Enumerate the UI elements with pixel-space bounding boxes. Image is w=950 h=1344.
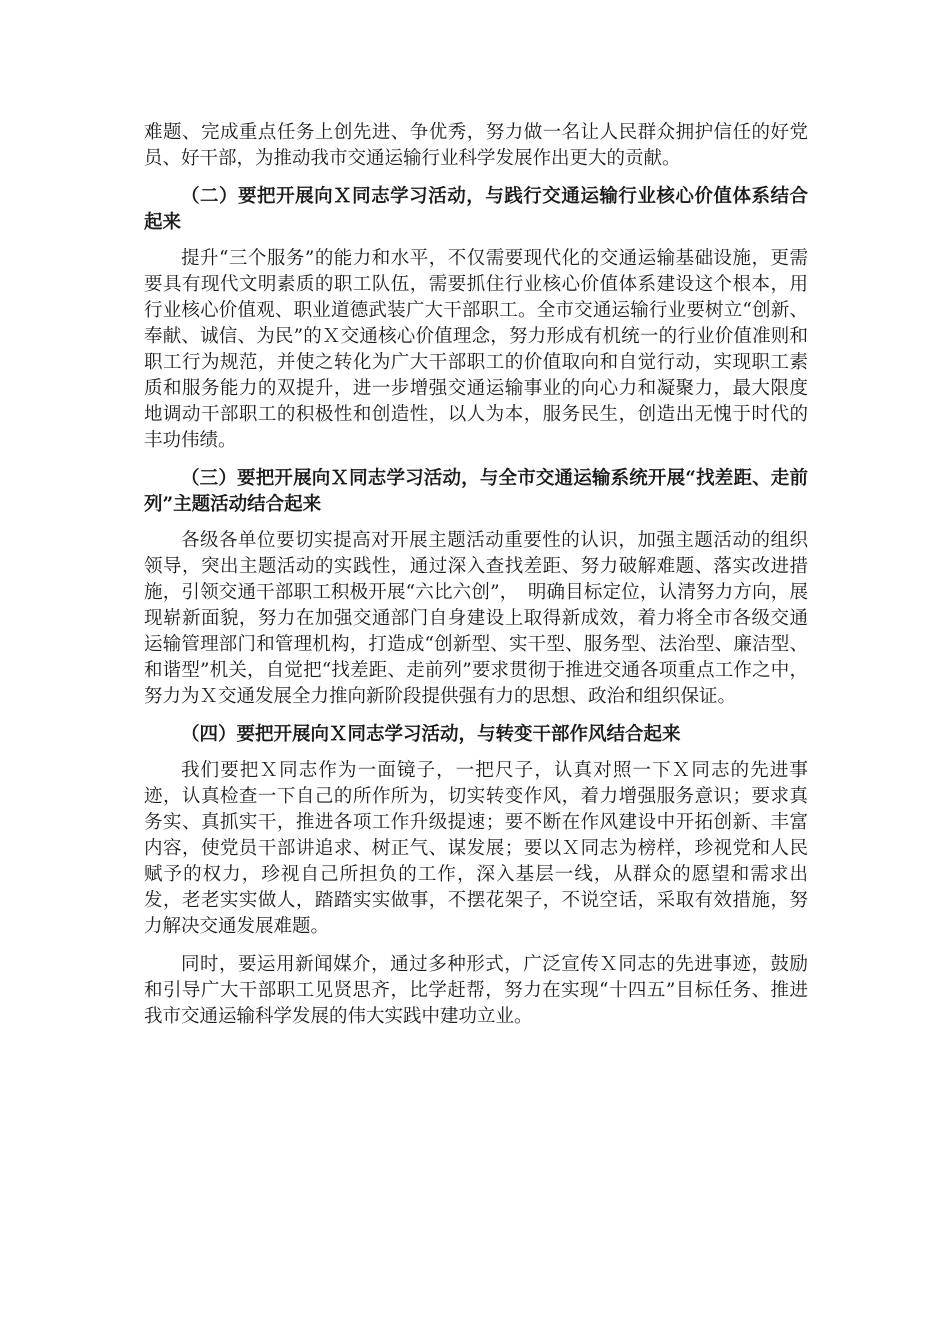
paragraph: 各级各单位要切实提高对开展主题活动重要性的认识，加强主题活动的组织领导，突出主题活动的实践性，通过深入查找差距、努力破解难题、落实改进措施，引领交通干部职工积极开展“六比六创”， 明确目标定位，认清努力方向，展现崭新面貌，努力在加强交通部门自身建设上取得新成效，着力将全市各级交通运输管理部门和管理机构，打造成“创新型、实干型、服务型、法治型、廉洁型、和谐型”机关，自觉把“找差距、走前列”要求贯彻于推进交通各项重点工作之中，努力为Ｘ交通发展全力推向新阶段提供强有力的思想、政治和组织保证。 <box>144 530 808 707</box>
paragraph: 我们要把Ｘ同志作为一面镜子，一把尺子，认真对照一下Ｘ同志的先进事迹，认真检查一下自己的所作所为，切实转变作风，着力增强服务意识；要求真务实、真抓实干，推进各项工作升级提速；要不断在作风建设中开拓创新、丰富内容，使党员干部讲追求、树正气、谋发展；要以Ｘ同志为榜样，珍视党和人民赋予的权力，珍视自己所担负的工作，深入基层一线，从群众的愿望和需求出发，老老实实做人，踏踏实实做事，不摆花架子，不说空话，采取有效措施，努力解决交通发展难题。 <box>144 760 808 937</box>
section-heading-4: （四）要把开展向Ｘ同志学习活动，与转变干部作风结合起来 <box>181 724 681 745</box>
paragraph: 提升“三个服务”的能力和水平，不仅需要现代化的交通运输基础设施，更需要具有现代文明素质的职工队伍，需要抓住行业核心价值体系建设这个根本，用行业核心价值观、职业道德武装广大干部职工。全市交通运输行业要树立“创新、奉献、诚信、为民”的Ｘ交通核心价值理念，努力形成有机统一的行业价值准则和职工行为规范，并使之转化为广大干部职工的价值取向和自觉行动，实现职工素质和服务能力的双提升，进一步增强交通运输事业的向心力和凝聚力，最大限度地调动干部职工的积极性和创造性，以人为本，服务民生，创造出无愧于时代的丰功伟绩。 <box>144 248 808 451</box>
paragraph: 同时，要运用新闻媒介，通过多种形式，广泛宣传Ｘ同志的先进事迹，鼓励和引导广大干部职工见贤思齐，比学赶帮，努力在实现“十四五”目标任务、推进我市交通运输科学发展的伟大实践中建功立业。 <box>144 954 808 1027</box>
paragraph-continued: 难题、完成重点任务上创先进、争优秀，努力做一名让人民群众拥护信任的好党员、好干部，为推动我市交通运输行业科学发展作出更大的贡献。 <box>144 122 808 169</box>
section-heading-2: （二）要把开展向Ｘ同志学习活动，与践行交通运输行业核心价值体系结合起来 <box>144 186 808 233</box>
section-heading-3: （三）要把开展向Ｘ同志学习活动，与全市交通运输系统开展“找差距、走前列”主题活动结合起来 <box>144 468 808 515</box>
document-body <box>144 120 808 1042</box>
